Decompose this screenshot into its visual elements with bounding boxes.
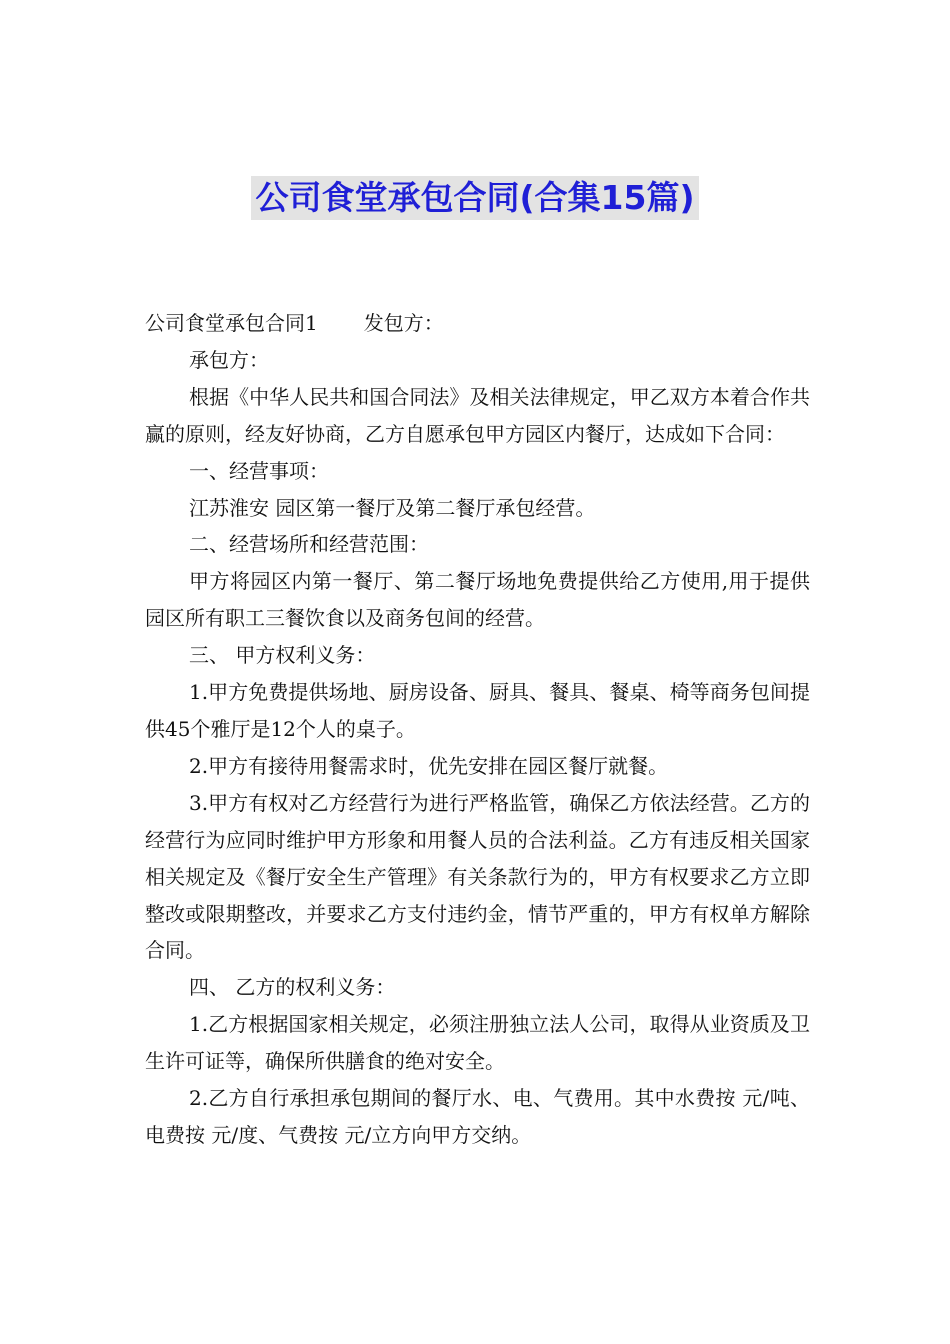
clause: 3.甲方有权对乙方经营行为进行严格监管，确保乙方依法经营。乙方的经营行为应同时维护甲方形象和用餐人员的合法利益。乙方有违反相关国家相关规定及《餐厅安全生产管理》有关条款行为的，甲方有权要求乙方立即整改或限期整改，并要求乙方支付违约金，情节严重的，甲方有权单方解除合同。 — [145, 790, 810, 963]
document-title: 公司食堂承包合同(合集15篇) — [251, 176, 698, 220]
section-heading: 四、 乙方的权利义务： — [189, 975, 396, 1000]
clause: 1.乙方根据国家相关规定，必须注册独立法人公司，取得从业资质及卫生许可证等，确保所供膳食的绝对安全。 — [145, 1012, 810, 1074]
title-container — [0, 176, 950, 220]
section-heading: 三、 甲方权利义务： — [189, 643, 376, 668]
heading-line — [145, 305, 810, 342]
paragraph: 甲方将园区内第一餐厅、第二餐厅场地免费提供给乙方使用,用于提供园区所有职工三餐饮食以及商务包间的经营。 — [145, 569, 810, 631]
section-heading: 二、经营场所和经营范围： — [189, 532, 429, 557]
paragraph: 承包方： — [189, 347, 269, 372]
paragraph: 根据《中华人民共和国合同法》及相关法律规定，甲乙双方本着合作共赢的原则，经友好协商，乙方自愿承包甲方园区内餐厅，达成如下合同： — [145, 384, 810, 446]
party-a-label: 发包方： — [363, 311, 444, 335]
clause: 1.甲方免费提供场地、厨房设备、厨具、餐具、餐桌、椅等商务包间提供45个雅厅是12个人的桌子。 — [145, 680, 810, 741]
section-heading: 一、经营事项： — [189, 458, 329, 483]
clause: 2.乙方自行承担承包期间的餐厅水、电、气费用。其中水费按 元/吨、电费按 元/度、气费按 元/立方向甲方交纳。 — [145, 1086, 810, 1147]
contract-heading: 公司食堂承包合同1 — [145, 311, 318, 335]
clause: 2.甲方有接待用餐需求时，优先安排在园区餐厅就餐。 — [189, 753, 669, 778]
paragraph: 江苏淮安 园区第一餐厅及第二餐厅承包经营。 — [189, 495, 596, 520]
document-body — [145, 305, 810, 1154]
